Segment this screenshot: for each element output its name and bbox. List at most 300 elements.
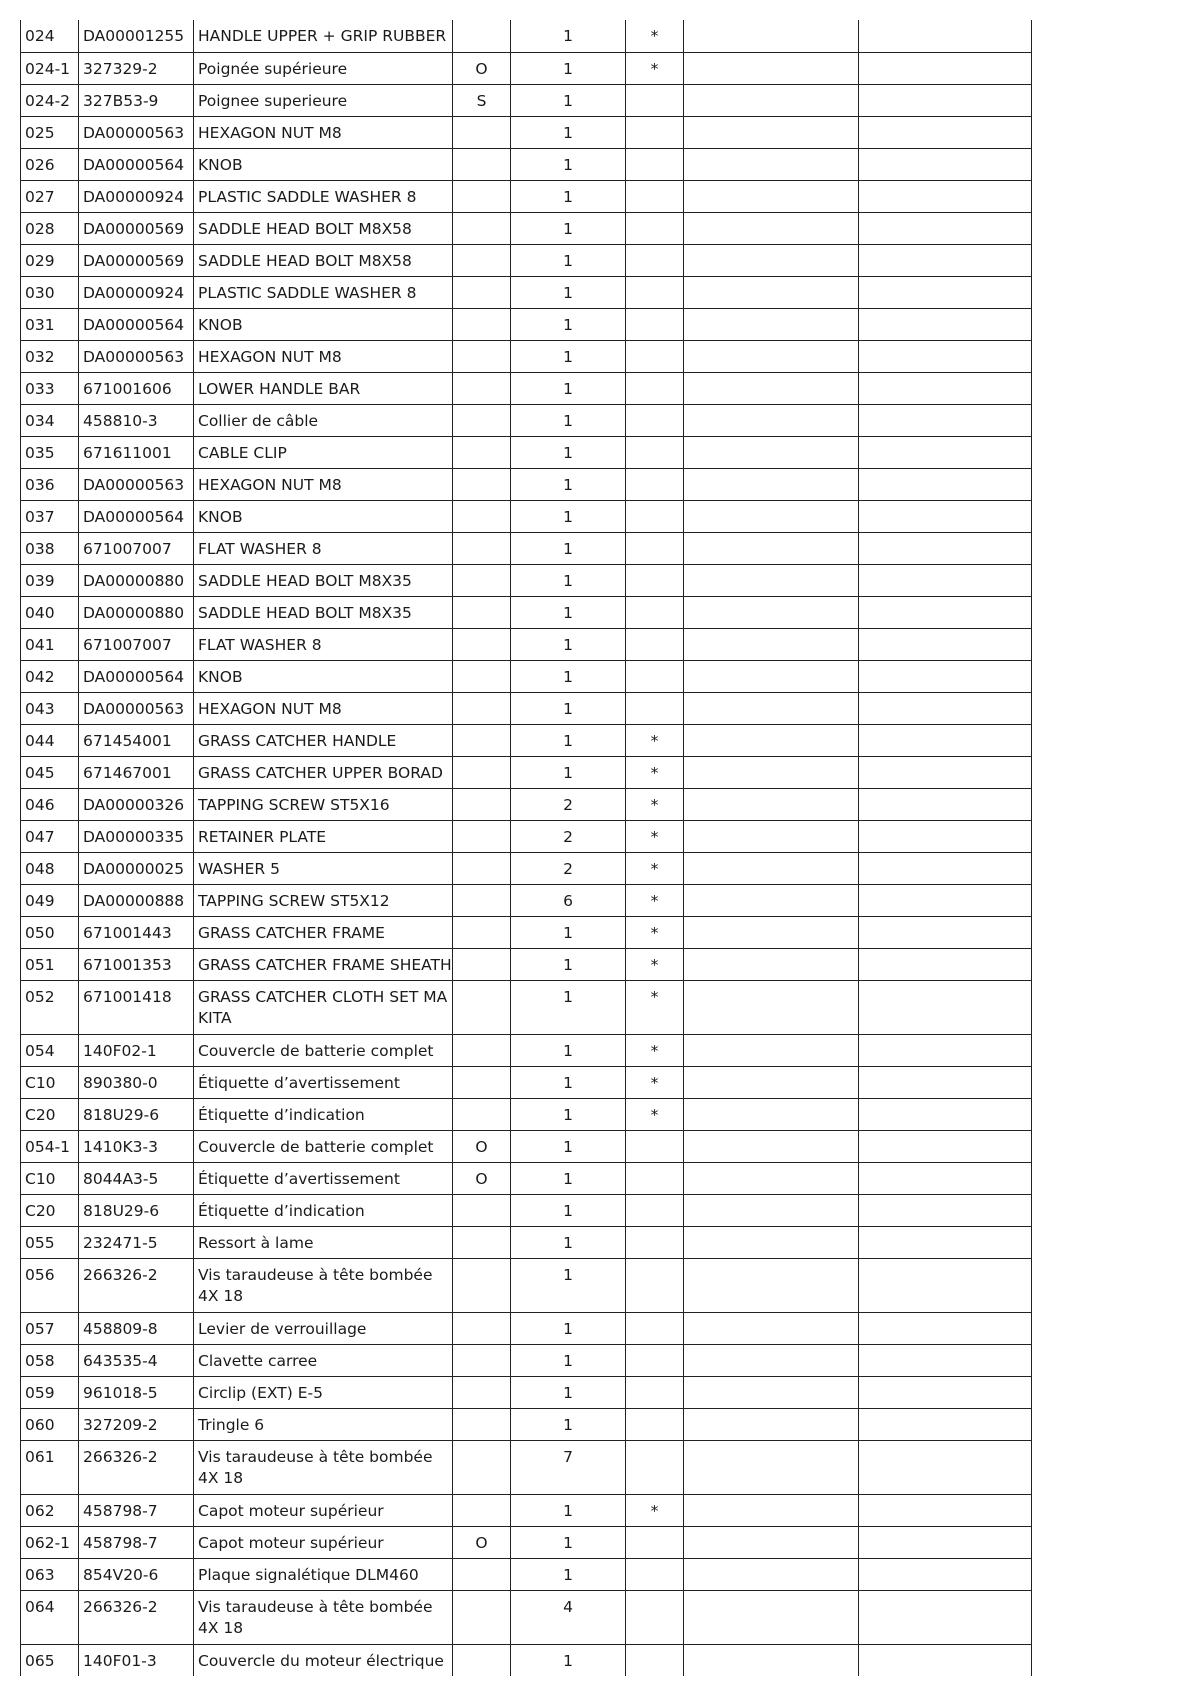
cell-empty <box>859 116 1032 148</box>
cell-part-number: 671007007 <box>79 628 194 660</box>
cell-part-number: DA00000563 <box>79 692 194 724</box>
cell-empty <box>859 1376 1032 1408</box>
cell-description: HEXAGON NUT M8 <box>194 468 453 500</box>
cell-variant-code <box>453 212 511 244</box>
cell-description: FLAT WASHER 8 <box>194 628 453 660</box>
cell-description: Étiquette d’indication <box>194 1194 453 1226</box>
cell-note-mark: * <box>626 788 684 820</box>
cell-note-mark <box>626 340 684 372</box>
cell-empty <box>859 1034 1032 1066</box>
cell-variant-code <box>453 1408 511 1440</box>
cell-item-number: C10 <box>21 1162 79 1194</box>
parts-list-table <box>20 20 1032 1676</box>
cell-item-number: 033 <box>21 372 79 404</box>
cell-description: GRASS CATCHER HANDLE <box>194 724 453 756</box>
cell-note-mark <box>626 84 684 116</box>
cell-empty <box>859 724 1032 756</box>
cell-part-number: 890380-0 <box>79 1066 194 1098</box>
cell-empty <box>684 1034 859 1066</box>
cell-variant-code <box>453 500 511 532</box>
cell-empty <box>859 660 1032 692</box>
cell-empty <box>859 1194 1032 1226</box>
cell-variant-code <box>453 1034 511 1066</box>
cell-quantity: 1 <box>511 20 626 52</box>
cell-quantity: 1 <box>511 756 626 788</box>
cell-empty <box>859 1130 1032 1162</box>
cell-empty <box>859 1344 1032 1376</box>
cell-item-number: 061 <box>21 1440 79 1494</box>
cell-variant-code <box>453 468 511 500</box>
cell-item-number: C20 <box>21 1194 79 1226</box>
cell-part-number: 266326-2 <box>79 1590 194 1644</box>
cell-empty <box>684 1558 859 1590</box>
cell-item-number: 042 <box>21 660 79 692</box>
cell-empty <box>859 1590 1032 1644</box>
cell-variant-code: S <box>453 84 511 116</box>
table-row <box>21 372 1032 404</box>
cell-note-mark <box>626 116 684 148</box>
cell-description: Couvercle du moteur électrique <box>194 1644 453 1676</box>
cell-empty <box>859 1558 1032 1590</box>
table-row <box>21 1258 1032 1312</box>
cell-note-mark: * <box>626 820 684 852</box>
cell-variant-code <box>453 244 511 276</box>
cell-description: HEXAGON NUT M8 <box>194 692 453 724</box>
cell-variant-code: O <box>453 1162 511 1194</box>
cell-note-mark <box>626 500 684 532</box>
cell-quantity: 6 <box>511 884 626 916</box>
cell-item-number: 043 <box>21 692 79 724</box>
cell-variant-code <box>453 116 511 148</box>
cell-quantity: 1 <box>511 340 626 372</box>
cell-note-mark <box>626 596 684 628</box>
cell-quantity: 1 <box>511 596 626 628</box>
cell-description: Vis taraudeuse à tête bombée 4X 18 <box>194 1440 453 1494</box>
cell-description: KNOB <box>194 500 453 532</box>
cell-variant-code <box>453 820 511 852</box>
cell-item-number: 040 <box>21 596 79 628</box>
cell-empty <box>684 1258 859 1312</box>
cell-part-number: DA00000335 <box>79 820 194 852</box>
table-row <box>21 852 1032 884</box>
cell-note-mark <box>626 628 684 660</box>
cell-empty <box>859 1644 1032 1676</box>
cell-note-mark: * <box>626 916 684 948</box>
cell-empty <box>859 820 1032 852</box>
cell-item-number: 051 <box>21 948 79 980</box>
cell-description: Circlip (EXT) E-5 <box>194 1376 453 1408</box>
cell-empty <box>684 820 859 852</box>
cell-part-number: DA00000563 <box>79 468 194 500</box>
cell-part-number: 854V20-6 <box>79 1558 194 1590</box>
cell-note-mark <box>626 436 684 468</box>
cell-description: HEXAGON NUT M8 <box>194 116 453 148</box>
cell-quantity: 1 <box>511 628 626 660</box>
cell-quantity: 1 <box>511 1558 626 1590</box>
table-row <box>21 1344 1032 1376</box>
cell-empty <box>684 980 859 1034</box>
cell-note-mark <box>626 1590 684 1644</box>
cell-empty <box>684 52 859 84</box>
cell-description: PLASTIC SADDLE WASHER 8 <box>194 276 453 308</box>
cell-description: Levier de verrouillage <box>194 1312 453 1344</box>
cell-part-number: 671007007 <box>79 532 194 564</box>
table-row <box>21 244 1032 276</box>
cell-empty <box>859 20 1032 52</box>
cell-empty <box>684 1130 859 1162</box>
cell-empty <box>684 564 859 596</box>
cell-item-number: C20 <box>21 1098 79 1130</box>
cell-empty <box>859 276 1032 308</box>
cell-part-number: 327B53-9 <box>79 84 194 116</box>
cell-item-number: 062 <box>21 1494 79 1526</box>
cell-item-number: 037 <box>21 500 79 532</box>
cell-part-number: 327329-2 <box>79 52 194 84</box>
cell-quantity: 1 <box>511 308 626 340</box>
cell-empty <box>684 1590 859 1644</box>
cell-part-number: DA00000924 <box>79 180 194 212</box>
cell-quantity: 1 <box>511 212 626 244</box>
cell-quantity: 1 <box>511 1494 626 1526</box>
cell-part-number: 458798-7 <box>79 1494 194 1526</box>
cell-item-number: 062-1 <box>21 1526 79 1558</box>
cell-empty <box>684 20 859 52</box>
cell-empty <box>859 884 1032 916</box>
cell-variant-code <box>453 1494 511 1526</box>
cell-quantity: 1 <box>511 1376 626 1408</box>
cell-variant-code <box>453 724 511 756</box>
cell-description: GRASS CATCHER CLOTH SET MA KITA <box>194 980 453 1034</box>
table-row <box>21 788 1032 820</box>
cell-empty <box>859 52 1032 84</box>
cell-empty <box>859 148 1032 180</box>
cell-empty <box>859 212 1032 244</box>
cell-part-number: 458810-3 <box>79 404 194 436</box>
cell-item-number: 047 <box>21 820 79 852</box>
table-row <box>21 1034 1032 1066</box>
cell-description: Clavette carree <box>194 1344 453 1376</box>
cell-quantity: 1 <box>511 1066 626 1098</box>
cell-quantity: 1 <box>511 564 626 596</box>
cell-part-number: 140F01-3 <box>79 1644 194 1676</box>
cell-description: GRASS CATCHER FRAME <box>194 916 453 948</box>
cell-variant-code <box>453 692 511 724</box>
cell-variant-code <box>453 1376 511 1408</box>
cell-item-number: 058 <box>21 1344 79 1376</box>
cell-quantity: 1 <box>511 1408 626 1440</box>
cell-quantity: 1 <box>511 980 626 1034</box>
cell-variant-code: O <box>453 1130 511 1162</box>
cell-note-mark <box>626 276 684 308</box>
cell-description: CABLE CLIP <box>194 436 453 468</box>
cell-empty <box>859 628 1032 660</box>
cell-item-number: 032 <box>21 340 79 372</box>
cell-description: Poignee superieure <box>194 84 453 116</box>
table-row <box>21 820 1032 852</box>
table-row <box>21 308 1032 340</box>
cell-variant-code <box>453 340 511 372</box>
cell-note-mark <box>626 564 684 596</box>
cell-item-number: 036 <box>21 468 79 500</box>
cell-part-number: 8044A3-5 <box>79 1162 194 1194</box>
cell-empty <box>684 788 859 820</box>
cell-item-number: 028 <box>21 212 79 244</box>
cell-item-number: 064 <box>21 1590 79 1644</box>
cell-description: Poignée supérieure <box>194 52 453 84</box>
table-row <box>21 436 1032 468</box>
table-row <box>21 1130 1032 1162</box>
cell-note-mark <box>626 1162 684 1194</box>
table-row <box>21 212 1032 244</box>
cell-empty <box>859 1312 1032 1344</box>
cell-empty <box>684 884 859 916</box>
cell-part-number: DA00000924 <box>79 276 194 308</box>
cell-quantity: 1 <box>511 532 626 564</box>
cell-item-number: 041 <box>21 628 79 660</box>
cell-description: KNOB <box>194 660 453 692</box>
cell-item-number: 031 <box>21 308 79 340</box>
cell-quantity: 1 <box>511 116 626 148</box>
table-row <box>21 1644 1032 1676</box>
cell-description: Couvercle de batterie complet <box>194 1130 453 1162</box>
cell-empty <box>859 596 1032 628</box>
cell-empty <box>684 1494 859 1526</box>
cell-item-number: 024-1 <box>21 52 79 84</box>
cell-note-mark: * <box>626 756 684 788</box>
table-row <box>21 948 1032 980</box>
cell-description: HEXAGON NUT M8 <box>194 340 453 372</box>
cell-quantity: 1 <box>511 148 626 180</box>
cell-empty <box>859 564 1032 596</box>
cell-description: LOWER HANDLE BAR <box>194 372 453 404</box>
cell-empty <box>684 1644 859 1676</box>
cell-quantity: 7 <box>511 1440 626 1494</box>
parts-list-body <box>21 20 1032 1676</box>
table-row <box>21 116 1032 148</box>
table-row <box>21 564 1032 596</box>
cell-empty <box>859 756 1032 788</box>
cell-empty <box>859 788 1032 820</box>
cell-part-number: DA00000569 <box>79 244 194 276</box>
cell-quantity: 1 <box>511 1526 626 1558</box>
cell-note-mark <box>626 692 684 724</box>
cell-empty <box>684 180 859 212</box>
cell-empty <box>684 148 859 180</box>
cell-part-number: 671467001 <box>79 756 194 788</box>
cell-description: TAPPING SCREW ST5X16 <box>194 788 453 820</box>
cell-part-number: 266326-2 <box>79 1440 194 1494</box>
cell-note-mark: * <box>626 1098 684 1130</box>
cell-quantity: 2 <box>511 788 626 820</box>
cell-note-mark: * <box>626 948 684 980</box>
cell-part-number: 671001606 <box>79 372 194 404</box>
cell-empty <box>684 372 859 404</box>
cell-note-mark: * <box>626 1034 684 1066</box>
cell-note-mark <box>626 180 684 212</box>
cell-empty <box>684 1526 859 1558</box>
cell-note-mark <box>626 1194 684 1226</box>
cell-description: GRASS CATCHER FRAME SHEATH <box>194 948 453 980</box>
cell-empty <box>684 340 859 372</box>
cell-note-mark <box>626 372 684 404</box>
table-row <box>21 1558 1032 1590</box>
cell-part-number: 671001443 <box>79 916 194 948</box>
cell-quantity: 1 <box>511 1344 626 1376</box>
cell-empty <box>684 756 859 788</box>
cell-quantity: 1 <box>511 1034 626 1066</box>
table-row <box>21 1526 1032 1558</box>
cell-note-mark: * <box>626 980 684 1034</box>
cell-empty <box>684 596 859 628</box>
table-row <box>21 596 1032 628</box>
cell-item-number: 045 <box>21 756 79 788</box>
cell-note-mark <box>626 404 684 436</box>
cell-description: SADDLE HEAD BOLT M8X58 <box>194 244 453 276</box>
cell-empty <box>684 948 859 980</box>
table-row <box>21 84 1032 116</box>
cell-description: Ressort à lame <box>194 1226 453 1258</box>
cell-item-number: 060 <box>21 1408 79 1440</box>
cell-empty <box>684 1376 859 1408</box>
cell-description: SADDLE HEAD BOLT M8X58 <box>194 212 453 244</box>
cell-empty <box>859 436 1032 468</box>
table-row <box>21 980 1032 1034</box>
cell-empty <box>859 372 1032 404</box>
cell-item-number: 024 <box>21 20 79 52</box>
cell-item-number: C10 <box>21 1066 79 1098</box>
cell-variant-code <box>453 1440 511 1494</box>
cell-quantity: 1 <box>511 1098 626 1130</box>
cell-item-number: 026 <box>21 148 79 180</box>
cell-note-mark: * <box>626 20 684 52</box>
table-row <box>21 1312 1032 1344</box>
cell-empty <box>684 1194 859 1226</box>
cell-description: SADDLE HEAD BOLT M8X35 <box>194 564 453 596</box>
cell-empty <box>859 500 1032 532</box>
cell-empty <box>859 1162 1032 1194</box>
cell-empty <box>859 692 1032 724</box>
table-row <box>21 692 1032 724</box>
cell-quantity: 1 <box>511 468 626 500</box>
cell-empty <box>684 116 859 148</box>
cell-quantity: 1 <box>511 1312 626 1344</box>
cell-description: Couvercle de batterie complet <box>194 1034 453 1066</box>
cell-item-number: 055 <box>21 1226 79 1258</box>
cell-quantity: 1 <box>511 1130 626 1162</box>
cell-empty <box>859 916 1032 948</box>
cell-part-number: DA00000564 <box>79 500 194 532</box>
table-row <box>21 884 1032 916</box>
cell-empty <box>684 1312 859 1344</box>
cell-empty <box>684 660 859 692</box>
cell-note-mark: * <box>626 884 684 916</box>
cell-variant-code <box>453 1258 511 1312</box>
cell-note-mark <box>626 1130 684 1162</box>
cell-empty <box>684 468 859 500</box>
cell-note-mark <box>626 1376 684 1408</box>
cell-variant-code <box>453 852 511 884</box>
cell-variant-code <box>453 1066 511 1098</box>
cell-empty <box>859 180 1032 212</box>
cell-variant-code <box>453 404 511 436</box>
cell-description: HANDLE UPPER + GRIP RUBBER <box>194 20 453 52</box>
cell-description: Plaque signalétique DLM460 <box>194 1558 453 1590</box>
table-row <box>21 1162 1032 1194</box>
cell-empty <box>859 532 1032 564</box>
cell-description: KNOB <box>194 148 453 180</box>
cell-item-number: 044 <box>21 724 79 756</box>
cell-variant-code <box>453 948 511 980</box>
cell-description: Étiquette d’avertissement <box>194 1162 453 1194</box>
cell-quantity: 2 <box>511 852 626 884</box>
cell-part-number: DA00000563 <box>79 340 194 372</box>
cell-variant-code <box>453 628 511 660</box>
cell-variant-code <box>453 20 511 52</box>
cell-part-number: 818U29-6 <box>79 1194 194 1226</box>
cell-variant-code <box>453 1226 511 1258</box>
cell-note-mark: * <box>626 724 684 756</box>
cell-empty <box>859 1408 1032 1440</box>
cell-item-number: 049 <box>21 884 79 916</box>
table-row <box>21 756 1032 788</box>
cell-part-number: DA00000564 <box>79 308 194 340</box>
cell-empty <box>684 1344 859 1376</box>
cell-item-number: 039 <box>21 564 79 596</box>
cell-empty <box>684 916 859 948</box>
table-row <box>21 52 1032 84</box>
cell-part-number: 671001418 <box>79 980 194 1034</box>
cell-description: Capot moteur supérieur <box>194 1526 453 1558</box>
cell-empty <box>859 1440 1032 1494</box>
cell-item-number: 027 <box>21 180 79 212</box>
cell-empty <box>859 1226 1032 1258</box>
cell-empty <box>859 1494 1032 1526</box>
cell-item-number: 056 <box>21 1258 79 1312</box>
cell-variant-code <box>453 788 511 820</box>
cell-part-number: 327209-2 <box>79 1408 194 1440</box>
cell-part-number: 671611001 <box>79 436 194 468</box>
cell-description: KNOB <box>194 308 453 340</box>
cell-description: GRASS CATCHER UPPER BORAD <box>194 756 453 788</box>
cell-empty <box>684 1408 859 1440</box>
cell-part-number: DA00000569 <box>79 212 194 244</box>
table-row <box>21 500 1032 532</box>
table-row <box>21 20 1032 52</box>
cell-quantity: 1 <box>511 1258 626 1312</box>
cell-note-mark <box>626 148 684 180</box>
cell-empty <box>684 244 859 276</box>
cell-variant-code <box>453 660 511 692</box>
cell-empty <box>859 1258 1032 1312</box>
cell-variant-code <box>453 308 511 340</box>
cell-quantity: 1 <box>511 52 626 84</box>
cell-quantity: 1 <box>511 660 626 692</box>
cell-variant-code <box>453 884 511 916</box>
cell-quantity: 1 <box>511 916 626 948</box>
cell-quantity: 1 <box>511 500 626 532</box>
cell-item-number: 034 <box>21 404 79 436</box>
cell-empty <box>859 1526 1032 1558</box>
table-row <box>21 660 1032 692</box>
cell-description: Tringle 6 <box>194 1408 453 1440</box>
cell-empty <box>684 628 859 660</box>
cell-empty <box>859 948 1032 980</box>
cell-empty <box>684 404 859 436</box>
table-row <box>21 148 1032 180</box>
cell-empty <box>684 532 859 564</box>
cell-description: Étiquette d’avertissement <box>194 1066 453 1098</box>
cell-variant-code <box>453 1098 511 1130</box>
